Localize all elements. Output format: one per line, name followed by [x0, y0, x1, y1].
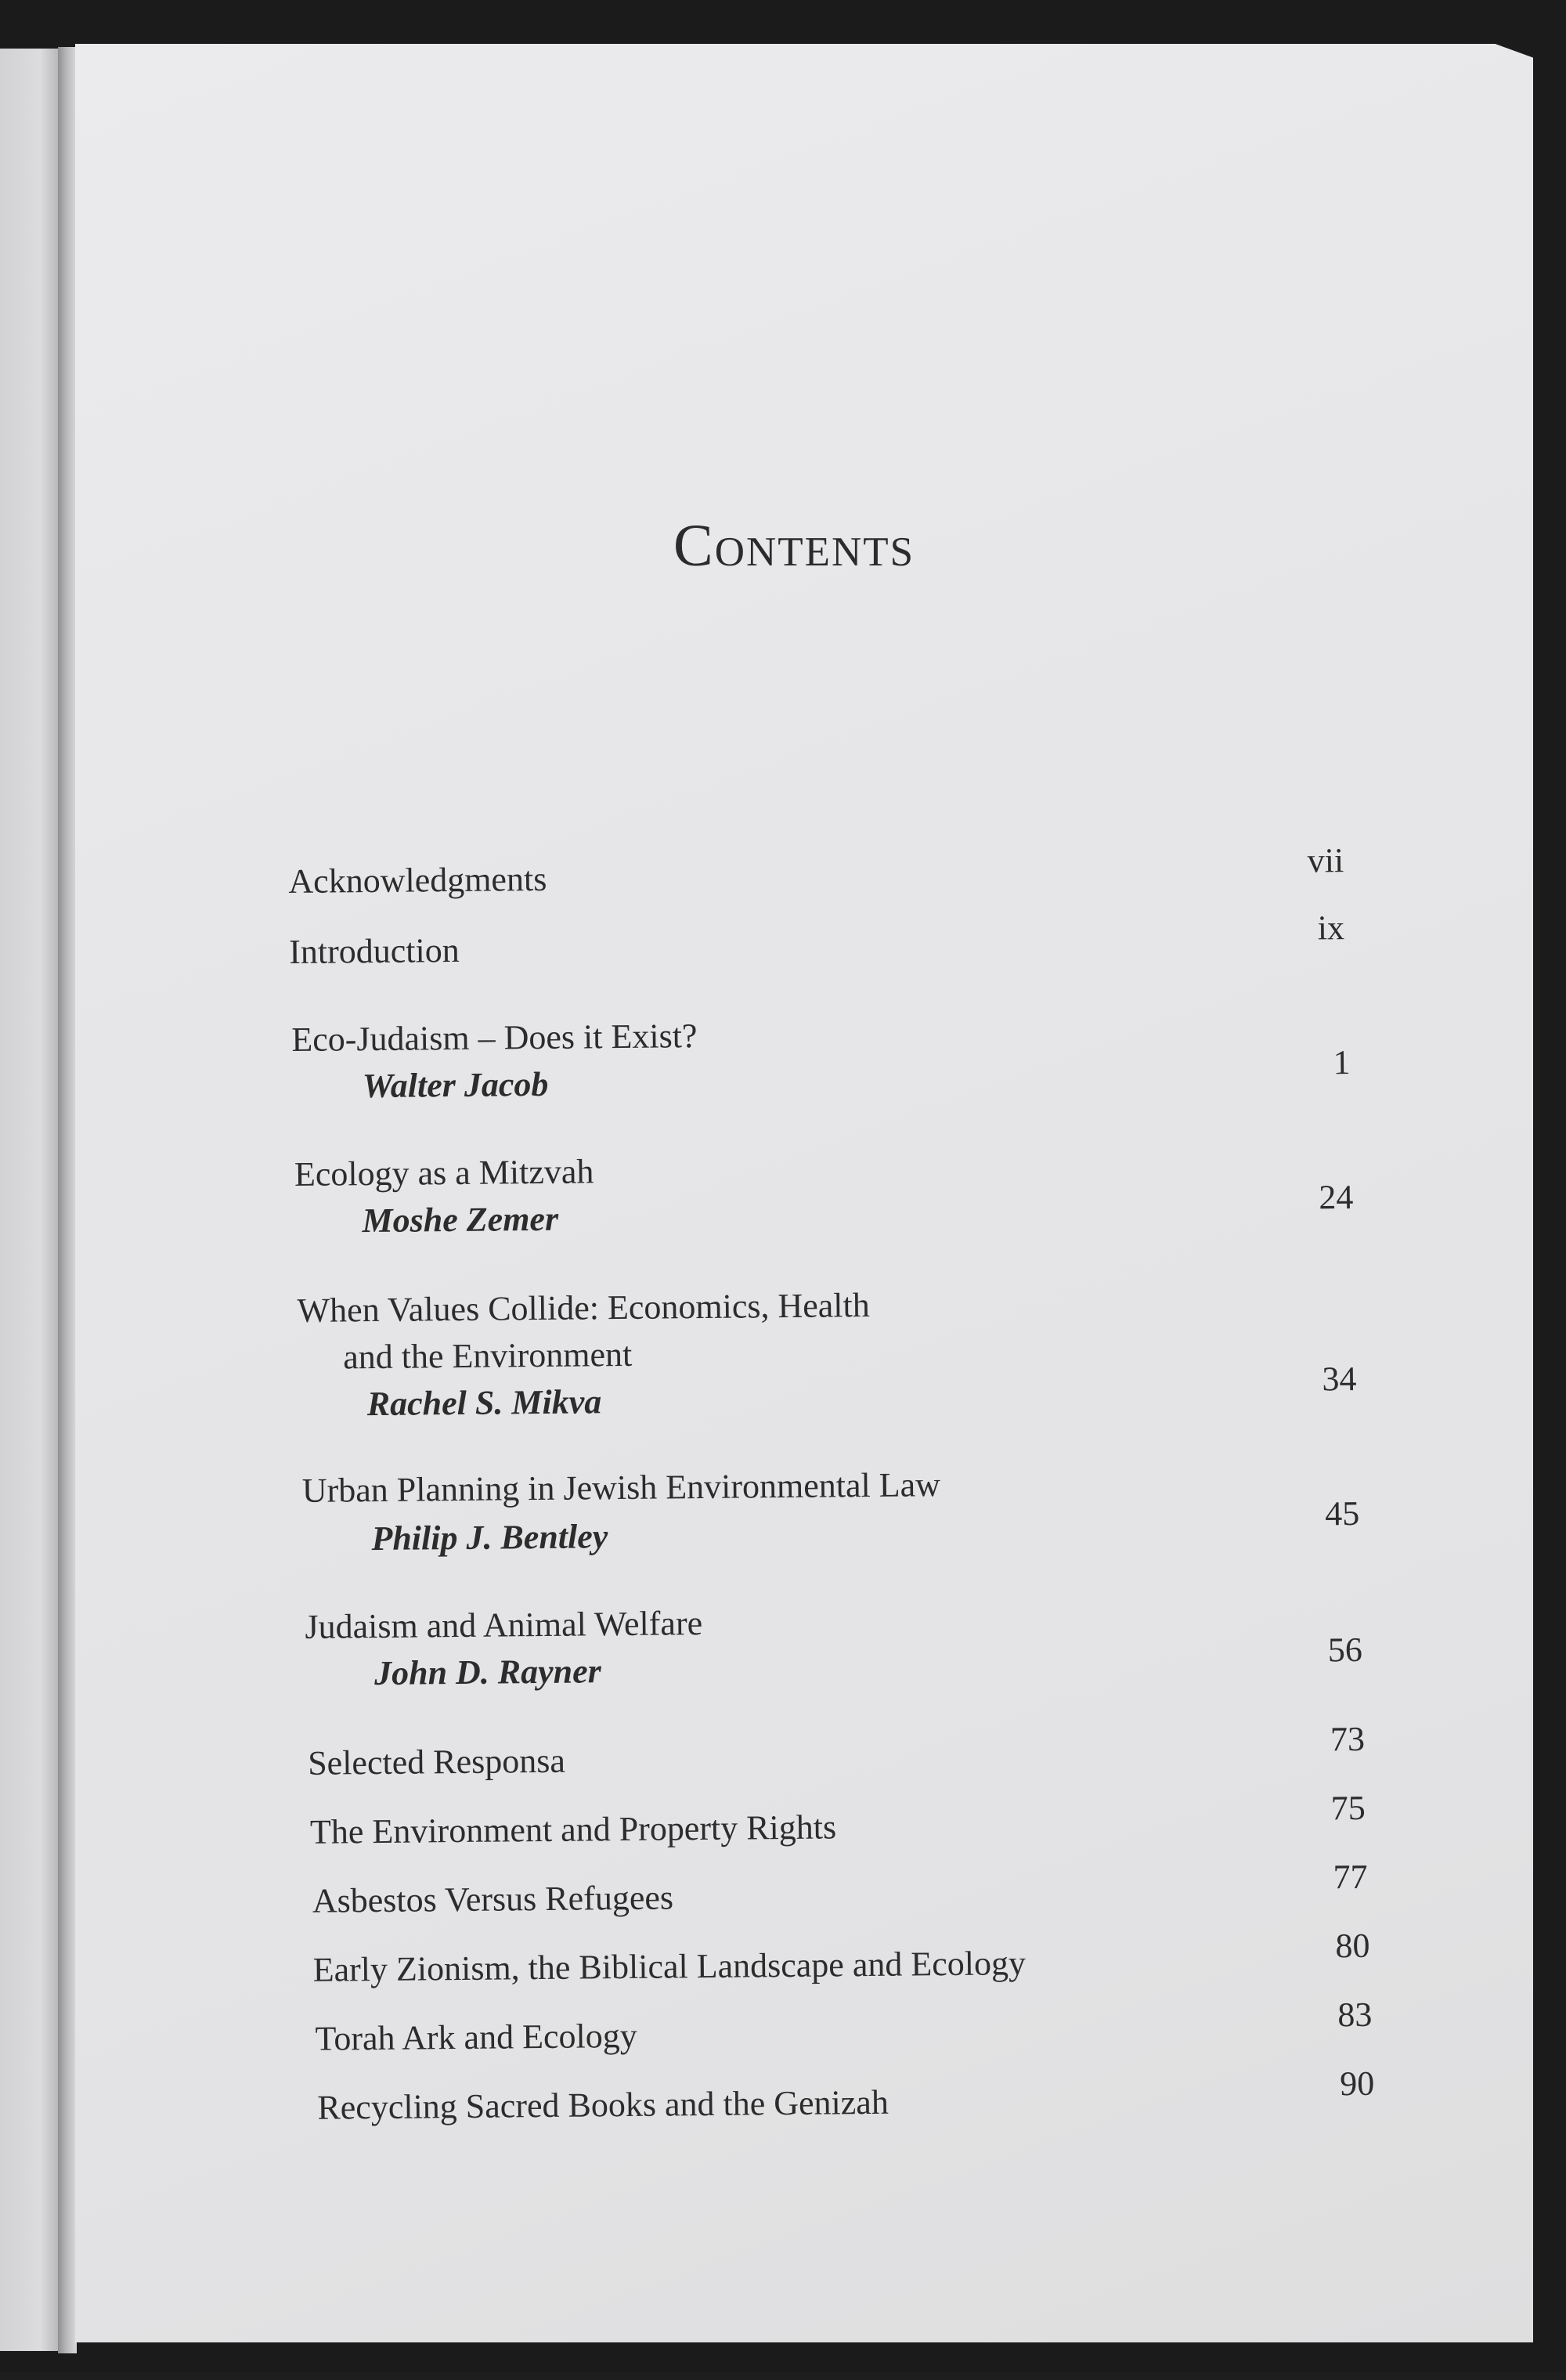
toc-entry-title: Recycling Sacred Books and the Genizah: [317, 2082, 889, 2127]
toc-entry-title: When Values Collide: Economics, Health: [297, 1285, 870, 1330]
toc-entry-page: 80: [1335, 1926, 1370, 1966]
toc-entry-title: Judaism and Animal Welfare: [305, 1604, 703, 1646]
toc-entry-author: Walter Jacob: [362, 1064, 549, 1106]
toc-entry-author: Rachel S. Mikva: [366, 1382, 602, 1424]
toc-entry-title: Selected Responsa: [307, 1741, 566, 1782]
toc-entry-page: 1: [1333, 1043, 1351, 1082]
toc-entry-page: 34: [1322, 1359, 1357, 1399]
toc-entry-title: Torah Ark and Ecology: [315, 2016, 637, 2058]
toc-entry-page: 24: [1319, 1178, 1354, 1217]
toc-entry-page: 73: [1330, 1719, 1366, 1759]
toc-entry-title: Ecology as a Mitzvah: [294, 1152, 594, 1194]
toc-entry-page: ix: [1317, 908, 1345, 948]
toc-entry-author: John D. Rayner: [373, 1652, 602, 1693]
toc-entry-page: 45: [1324, 1493, 1360, 1533]
toc-entry-page: 77: [1333, 1857, 1368, 1897]
toc-entry-page: 83: [1337, 1995, 1373, 2035]
toc-entry-title: Asbestos Versus Refugees: [312, 1878, 674, 1920]
toc-entry-title: Acknowledgments: [288, 859, 547, 901]
toc-entry-page: 75: [1330, 1788, 1366, 1828]
toc-entry-title-continued: and the Environment: [342, 1334, 633, 1377]
toc-entry-author: Philip J. Bentley: [371, 1517, 608, 1558]
toc-entry-page: 56: [1327, 1630, 1363, 1670]
toc-entry-title: Eco-Judaism – Does it Exist?: [291, 1017, 698, 1060]
toc-entry-title: Urban Planning in Jewish Environmental Law: [301, 1465, 941, 1510]
toc-entry-title: The Environment and Property Rights: [309, 1808, 837, 1851]
toc-entry-page: 90: [1339, 2064, 1375, 2104]
toc-entry-author: Moshe Zemer: [362, 1199, 559, 1241]
toc-entry-title: Introduction: [289, 930, 460, 972]
toc-entry-page: vii: [1307, 841, 1344, 880]
page-title: Contents: [673, 513, 915, 579]
toc-entry-title: Early Zionism, the Biblical Landscape and Ecology: [312, 1944, 1027, 1989]
